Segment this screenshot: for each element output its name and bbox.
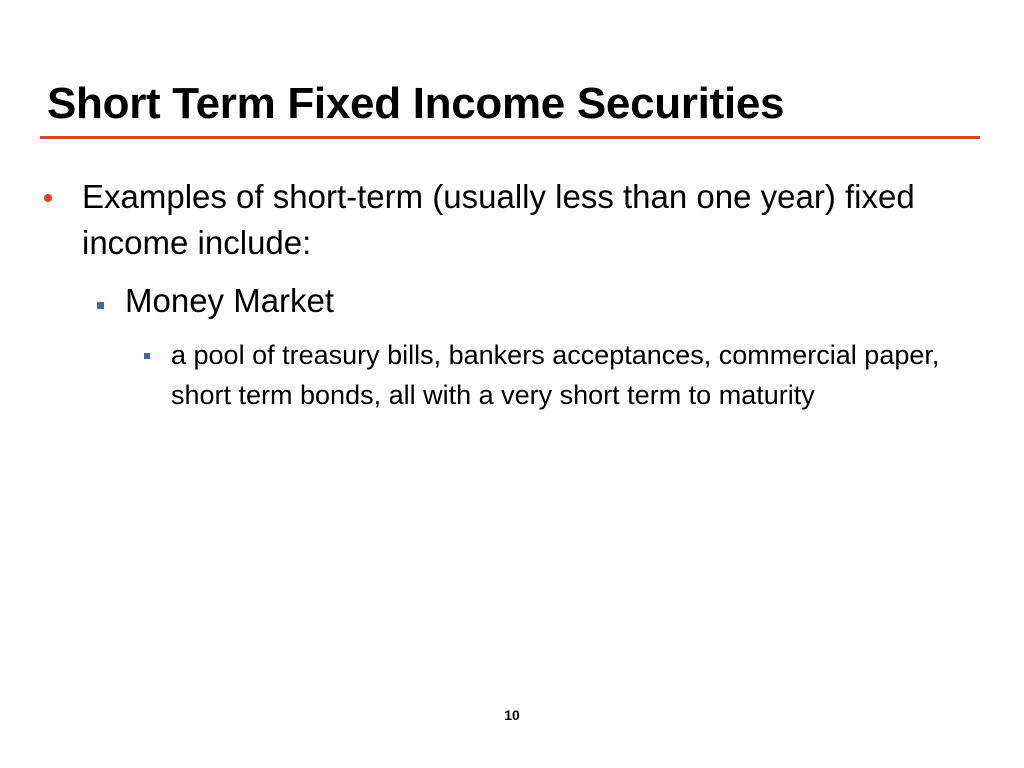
square-bullet-icon xyxy=(97,302,104,309)
bullet-level-1-text: Examples of short-term (usually less than one year) fixed income include: xyxy=(82,178,915,261)
bullet-level-3-text: a pool of treasury bills, bankers acceptances, commercial paper, short term bonds, all with a very short term to maturity xyxy=(171,340,940,410)
bullet-level-2 xyxy=(125,278,925,324)
slide-title: Short Term Fixed Income Securities xyxy=(47,79,785,128)
square-bullet-icon xyxy=(144,353,150,359)
page-number: 10 xyxy=(504,707,520,723)
bullet-level-1 xyxy=(82,174,962,266)
bullet-level-2-text: Money Market xyxy=(125,282,335,319)
title-underline xyxy=(40,136,980,139)
bullet-level-3 xyxy=(171,335,971,415)
round-dot-icon xyxy=(44,194,52,202)
